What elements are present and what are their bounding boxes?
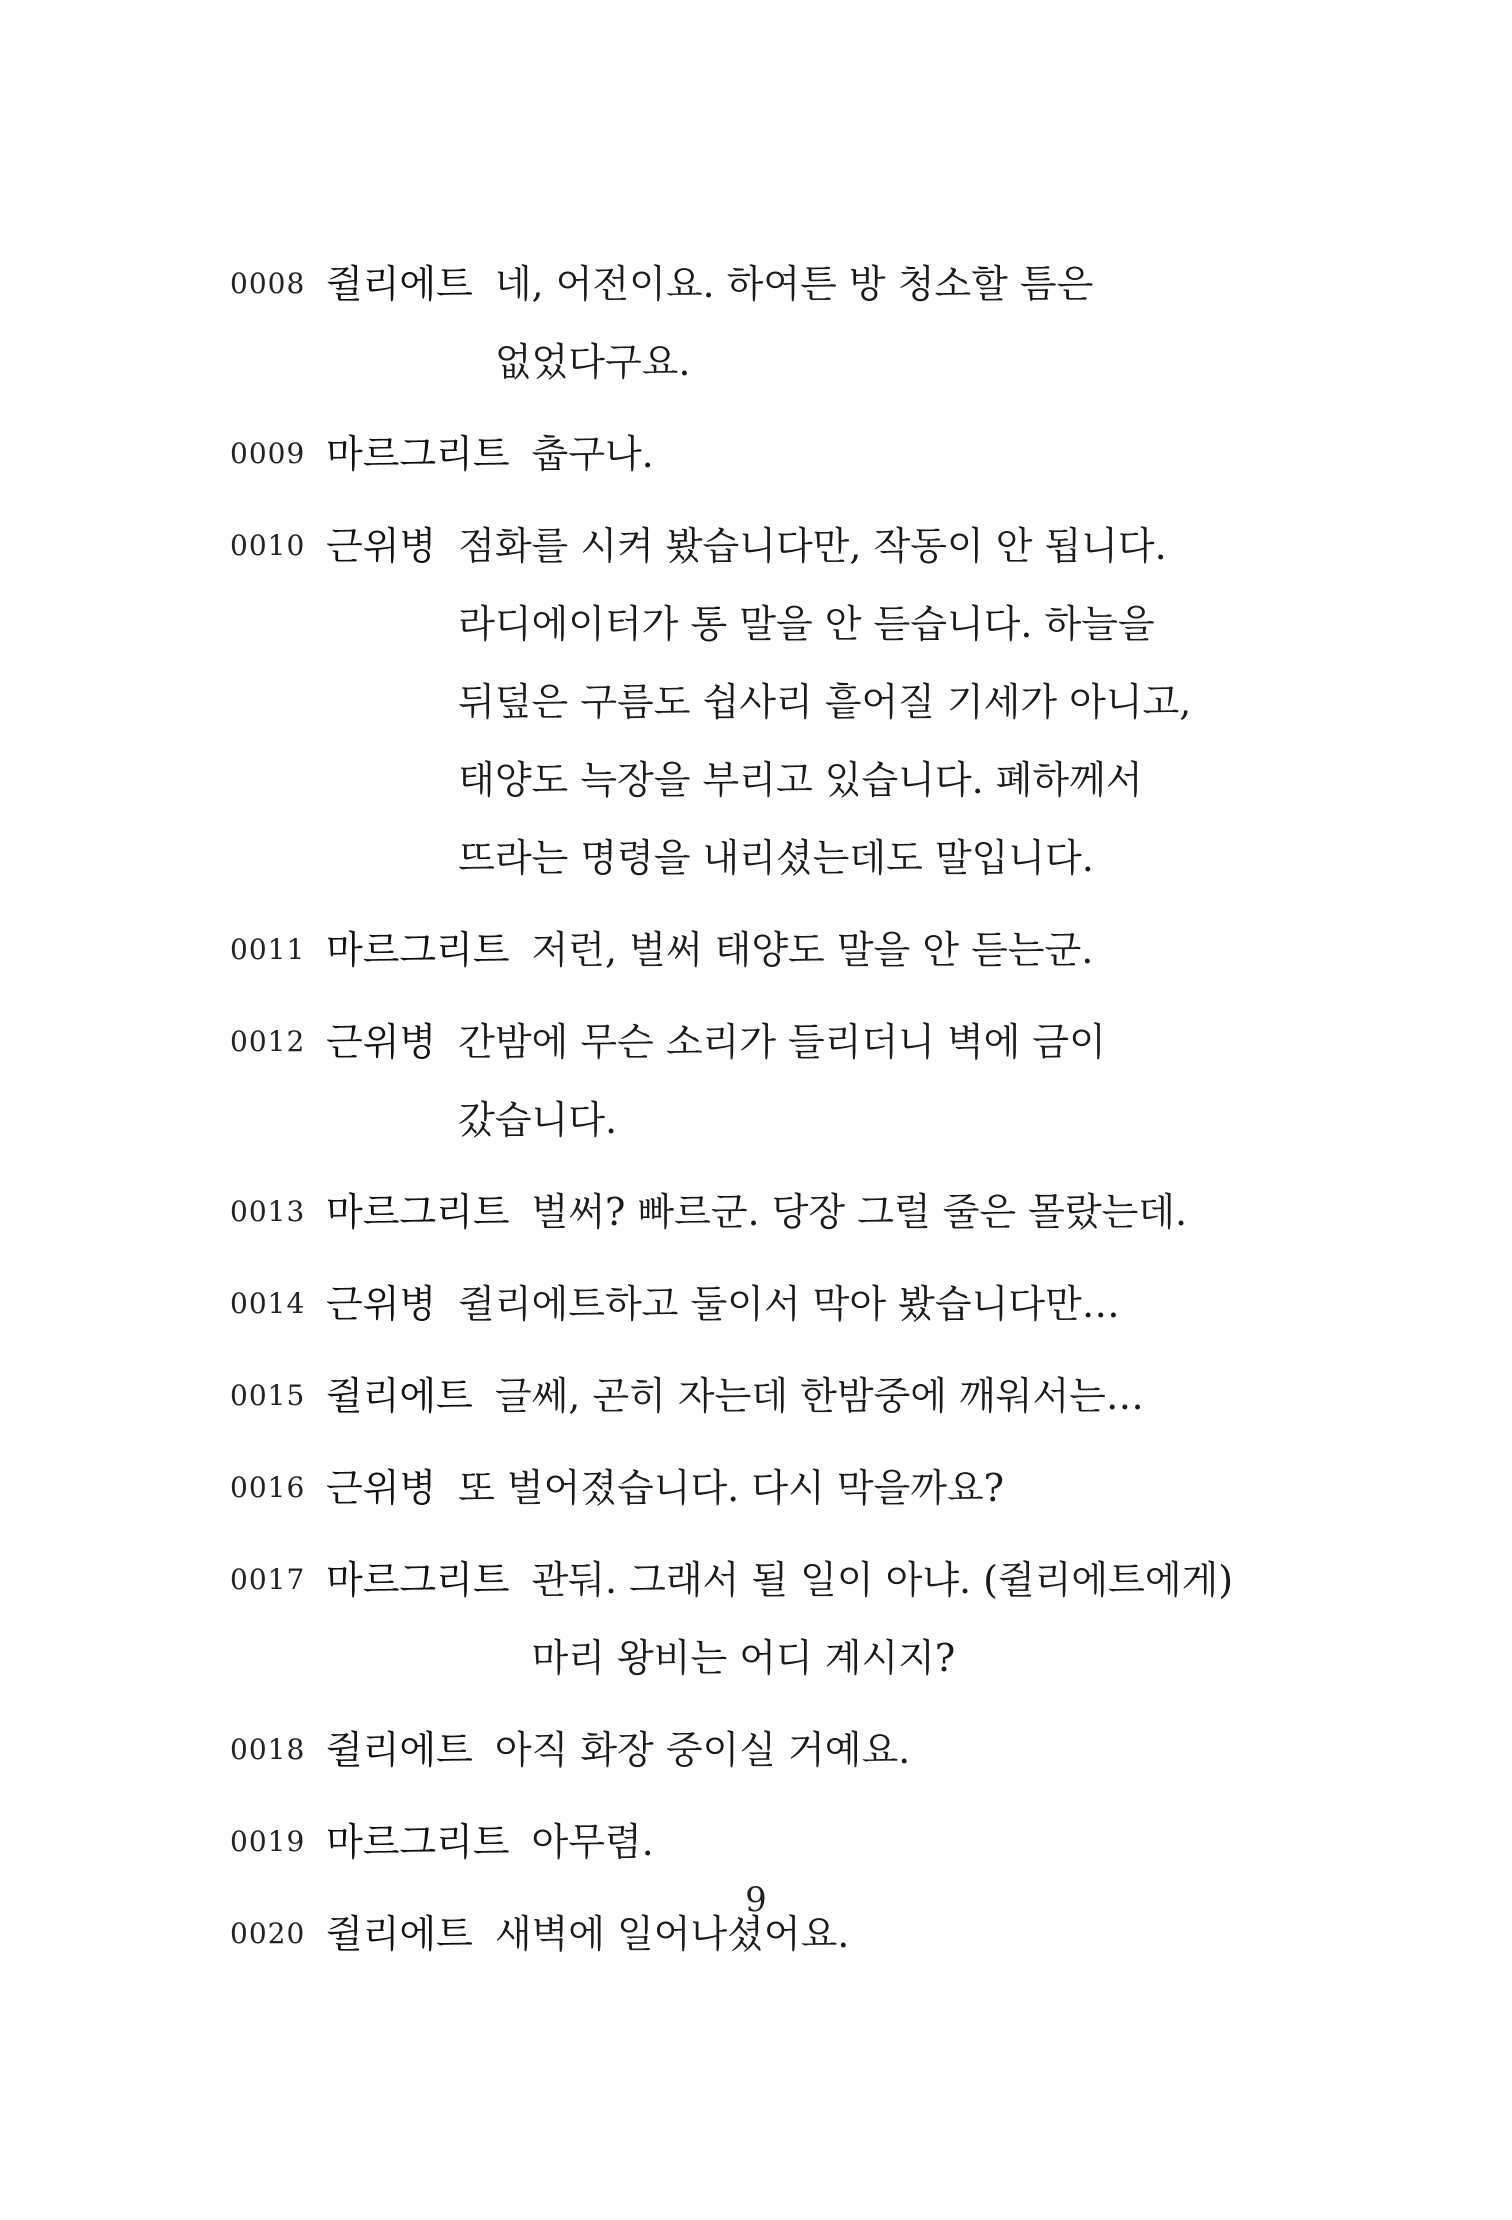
script-line xyxy=(230,507,1240,897)
speaker-name: 근위병 xyxy=(326,1466,437,1510)
script-line xyxy=(230,911,1240,989)
script-line xyxy=(230,245,1240,401)
speaker-name: 근위병 xyxy=(326,1020,437,1064)
speech-text: 네, 어전이요. 하여튼 방 청소할 틈은 없었다구요. xyxy=(494,262,1094,384)
line-number: 0012 xyxy=(230,1025,306,1058)
speaker-name: 쥘리에트 xyxy=(326,1728,473,1772)
speaker-name: 쥘리에트 xyxy=(326,1374,473,1418)
line-number: 0011 xyxy=(230,933,306,966)
script-line xyxy=(230,415,1240,493)
script-body xyxy=(230,245,1240,1987)
speaker-name: 쥘리에트 xyxy=(326,262,473,306)
script-line xyxy=(230,1803,1240,1881)
speech-text: 새벽에 일어나셨어요. xyxy=(494,1912,850,1956)
line-number: 0013 xyxy=(230,1195,306,1228)
speaker-name: 마르그리트 xyxy=(326,1190,510,1234)
script-line xyxy=(230,1265,1240,1343)
speech-text: 간밤에 무슨 소리가 들리더니 벽에 금이 갔습니다. xyxy=(458,1020,1106,1142)
script-line xyxy=(230,1357,1240,1435)
speech-text: 또 벌어졌습니다. 다시 막을까요? xyxy=(458,1466,1005,1510)
script-line xyxy=(230,1541,1240,1697)
script-line xyxy=(230,1711,1240,1789)
speaker-name: 마르그리트 xyxy=(326,1820,510,1864)
speech-text: 춥구나. xyxy=(531,432,654,476)
speaker-name: 마르그리트 xyxy=(326,928,510,972)
line-number: 0008 xyxy=(230,267,306,300)
speaker-name: 쥘리에트 xyxy=(326,1912,473,1956)
speech-text: 아무렴. xyxy=(531,1820,654,1864)
line-number: 0010 xyxy=(230,529,306,562)
line-number: 0020 xyxy=(230,1917,306,1950)
line-number: 0015 xyxy=(230,1379,306,1412)
line-number: 0014 xyxy=(230,1287,306,1320)
speech-text: 벌써? 빠르군. 당장 그럴 줄은 몰랐는데. xyxy=(531,1190,1188,1234)
script-line xyxy=(230,1003,1240,1159)
script-line xyxy=(230,1173,1240,1251)
speaker-name: 근위병 xyxy=(326,524,437,568)
speech-text: 점화를 시켜 봤습니다만, 작동이 안 됩니다. 라디에이터가 통 말을 안 듣습니다. 하늘을 뒤덮은 구름도 쉽사리 흩어질 기세가 아니고, 태양도 늑장을 부리고 있습니다. 폐하께서 뜨라는 명령을 내리셨는데도 말입니다. xyxy=(458,524,1192,880)
line-number: 0018 xyxy=(230,1733,306,1766)
speech-text: 관둬. 그래서 될 일이 아냐. (쥘리에트에게) 마리 왕비는 어디 계시지? xyxy=(531,1558,1234,1680)
line-number: 0017 xyxy=(230,1563,306,1596)
page-number: 9 xyxy=(745,1880,767,1920)
line-number: 0016 xyxy=(230,1471,306,1504)
script-line xyxy=(230,1449,1240,1527)
speaker-name: 근위병 xyxy=(326,1282,437,1326)
speaker-name: 마르그리트 xyxy=(326,1558,510,1602)
speaker-name: 마르그리트 xyxy=(326,432,510,476)
speech-text: 아직 화장 중이실 거예요. xyxy=(494,1728,911,1772)
line-number: 0009 xyxy=(230,437,306,470)
line-number: 0019 xyxy=(230,1825,306,1858)
speech-text: 저런, 벌써 태양도 말을 안 듣는군. xyxy=(531,928,1094,972)
speech-text: 글쎄, 곤히 자는데 한밤중에 깨워서는… xyxy=(494,1374,1144,1418)
speech-text: 쥘리에트하고 둘이서 막아 봤습니다만… xyxy=(458,1282,1120,1326)
